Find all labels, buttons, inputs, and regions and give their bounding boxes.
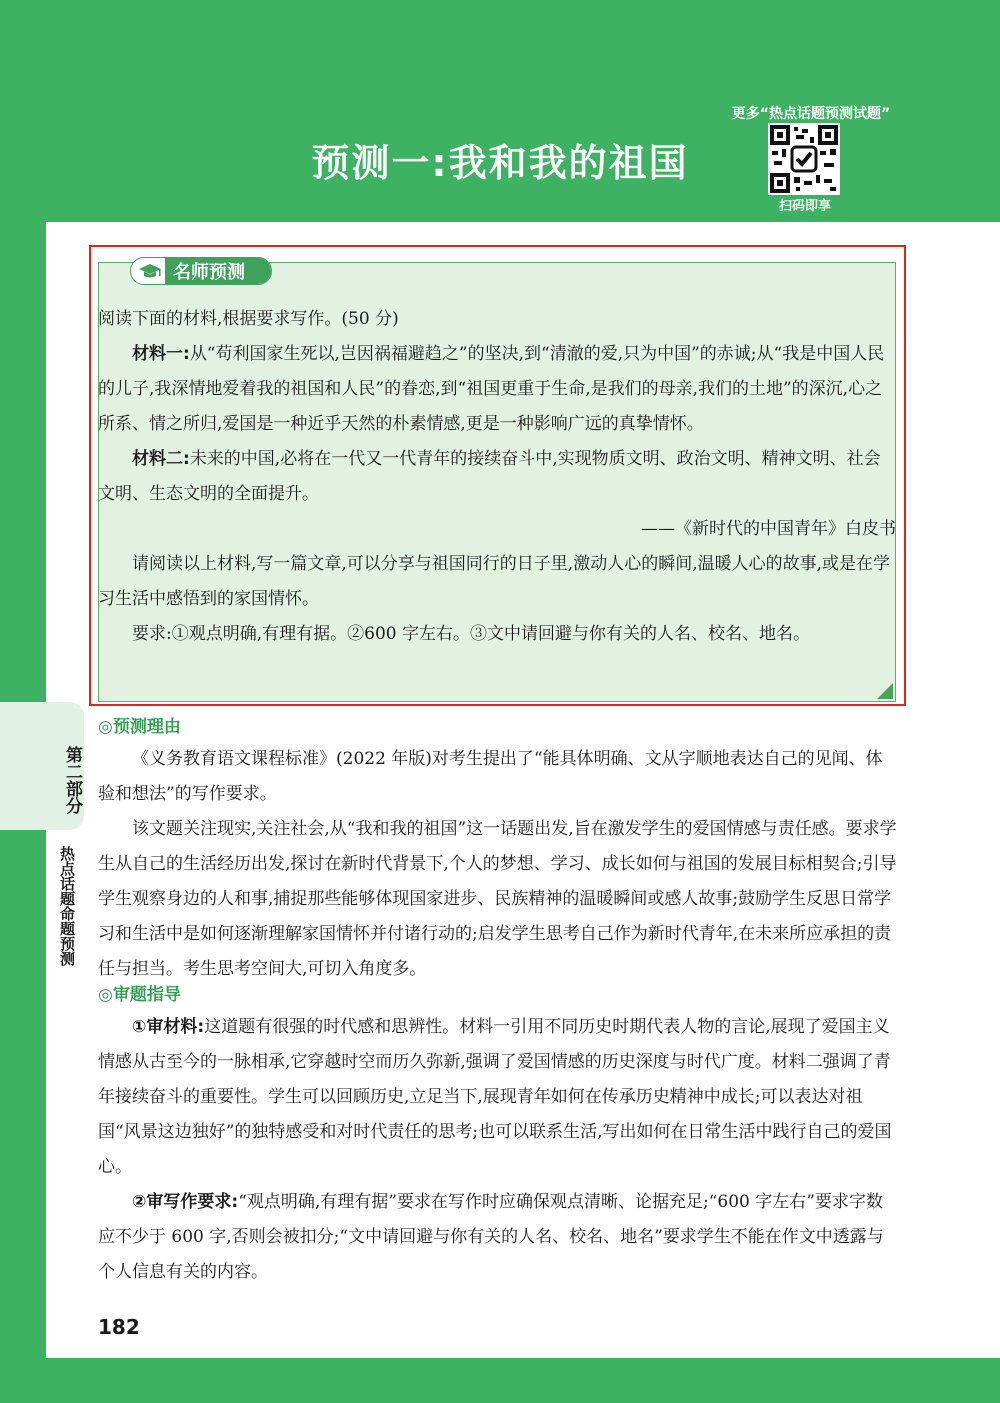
material-two-label: 材料二:: [132, 449, 190, 469]
qr-scan-label: 扫码即享: [778, 199, 831, 214]
reason-paragraph-2: 该文题关注现实,关注社会,从“我和我的祖国”这一话题出发,旨在激发学生的爱国情感与责任感。要求学生从自己的生活经历出发,探讨在新时代背景下,个人的梦想、学习、成长如何与祖国的发展目标相契合;引导学生观察身边的人和事,捕捉那些能够体现国家进步、民族精神的温暖瞬间或感人故事;鼓励学生反思日常学习和生活中是如何逐渐理解家国情怀并付诸行动的;启发学生思考自己作为新时代青年,在未来所应承担的责任与担当。考生思考空间大,可切入角度多。: [98, 819, 897, 979]
qr-caption: 更多“热点话题预测试题”: [731, 106, 891, 122]
material-one-text: 从“苟利国家生死以,岂因祸福避趋之”的坚决,到“清澈的爱,只为中国”的赤诚;从“我是中国人民的儿子,我深情地爱着我的祖国和人民”的眷恋,到“祖国更重于生命,是我们的母亲,我们的土地”的深沉,心之所系、情之所归,爱国是一种近乎天然的朴素情感,更是一种影响广远的真挚情怀。: [98, 344, 885, 434]
topic-guide: [98, 980, 898, 1290]
page-title: 预测一:我和我的祖国: [311, 141, 689, 185]
material-two: [98, 442, 896, 512]
graduation-cap-icon: [135, 260, 165, 282]
sidebar-section-label: 热点话题命题预测: [58, 846, 76, 966]
material-one: [98, 337, 896, 442]
prediction-reason: [98, 712, 898, 987]
material-two-source: ——《新时代的中国青年》白皮书: [641, 519, 896, 539]
writing-prompt: 请阅读以上材料,写一篇文章,可以分享与祖国同行的日子里,激动人心的瞬间,温暖人心的故事,或是在学习生活中感悟到的家国情怀。: [98, 554, 891, 609]
material-one-label: 材料一:: [132, 344, 190, 364]
page-number: 182: [98, 1315, 140, 1339]
reason-paragraph-1: 《义务教育语文课程标准》(2022 年版)对考生提出了“能具体明确、文从字顺地表达自己的见闻、体验和想法”的写作要求。: [98, 749, 883, 804]
teacher-prediction-badge: [130, 257, 272, 285]
badge-label: 名师预测: [165, 258, 271, 284]
prompt-content: [98, 302, 896, 652]
writing-requirement: 要求:①观点明确,有理有据。②600 字左右。③文中请回避与你有关的人名、校名、地名。: [132, 624, 810, 644]
guide-item-1-text: 这道题有很强的时代感和思辨性。材料一引用不同历史时期代表人物的言论,展现了爱国主义情感从古至今的一脉相承,它穿越时空而历久弥新,强调了爱国情感的历史深度与时代广度。材料二强调了青年接续奋斗的重要性。学生可以回顾历史,立足当下,展现青年如何在传承历史精神中成长;可以表达对祖国“风景这边独好”的独特感受和对时代责任的思考;也可以联系生活,写出如何在日常生活中践行自己的爱国心。: [98, 1017, 892, 1177]
guide-item-1: [98, 1010, 898, 1185]
guide-item-2-label: ②审写作要求:: [132, 1192, 239, 1212]
material-two-text: 未来的中国,必将在一代又一代青年的接续奋斗中,实现物质文明、政治文明、精神文明、社会文明、生态文明的全面提升。: [98, 449, 881, 504]
reason-heading: ◎预测理由: [98, 717, 181, 737]
guide-heading: ◎审题指导: [98, 985, 181, 1005]
qr-code-icon[interactable]: [768, 123, 840, 195]
prompt-intro: 阅读下面的材料,根据要求写作。(50 分): [98, 309, 399, 329]
guide-item-2: [98, 1185, 898, 1290]
guide-item-2-text: “观点明确,有理有据”要求在写作时应确保观点清晰、论据充足;“600 字左右”要求字数应不少于 600 字,否则会被扣分;“文中请回避与你有关的人名、校名、地名”要求学生不能在作文中透露与个人信息有关的内容。: [98, 1192, 884, 1282]
guide-item-1-label: ①审材料:: [132, 1017, 205, 1037]
sidebar-tab[interactable]: 第二部分: [0, 702, 84, 830]
